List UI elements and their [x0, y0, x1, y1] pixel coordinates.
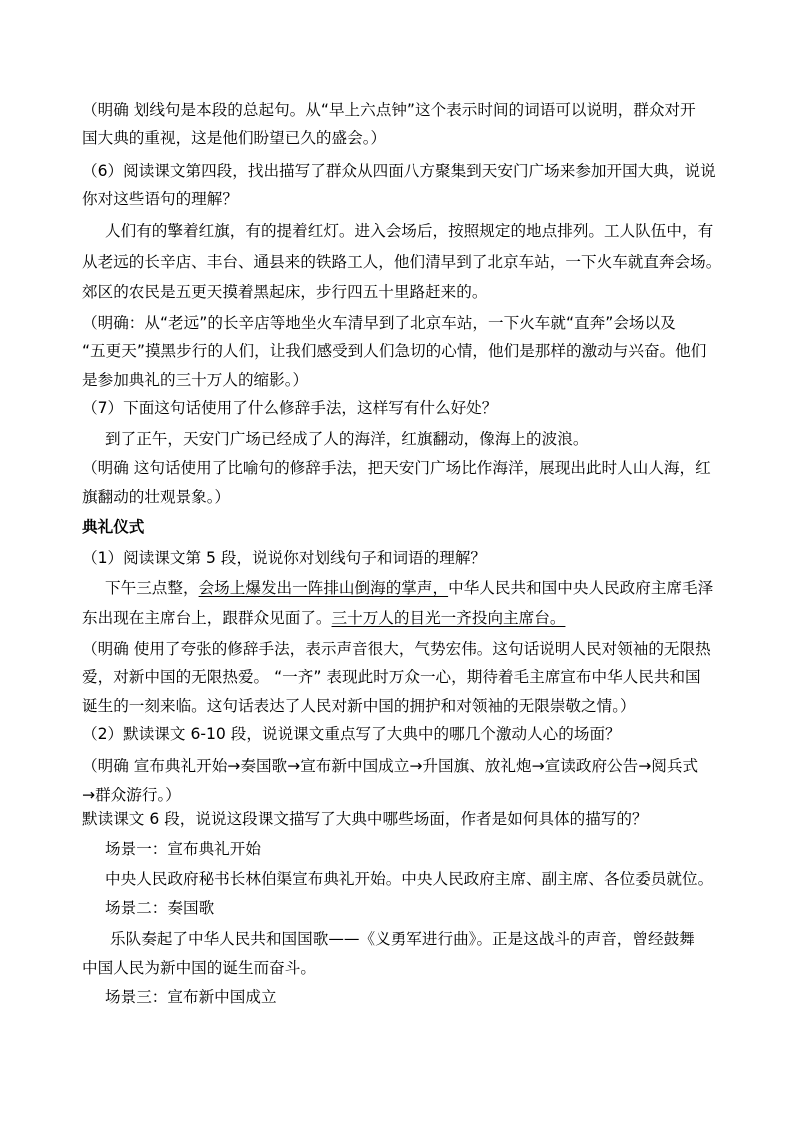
text-line: 你对这些语句的理解？	[82, 190, 238, 208]
question-1: （1）阅读课文第 5 段，说说你对划线句子和词语的理解？	[82, 549, 487, 567]
answer-line: 爱，对新中国的无限热爱。 “一齐” 表现此时万众一心，期待着毛主席宣布中华人民共和国	[82, 668, 701, 686]
underlined-quote-line	[105, 578, 713, 600]
underlined-sentence: 三十万人的目光一齐投向主席台。	[331, 609, 566, 627]
text-line: 国大典的重视，这是他们盼望已久的盛会。）	[82, 129, 387, 147]
quote-text: 中华人民共和国中央人民政府主席毛泽	[448, 579, 714, 597]
text-line: 默读课文 6 段，说说这段课文描写了大典中哪些场面，作者是如何具体的描写的？	[82, 810, 648, 828]
answer-line: （明确 宣布典礼开始→奏国歌→宣布新中国成立→升国旗、放礼炮→宣读政府公告→阅兵式	[82, 757, 699, 775]
answer-line: “五更天”摸黑步行的人们，让我们感受到人们急切的心情，他们是那样的激动与兴奋。他们	[82, 342, 707, 360]
question-6: （6）阅读课文第四段，找出描写了群众从四面八方聚集到天安门广场来参加开国大典，说说	[82, 162, 716, 180]
scene-label: 场景一：宣布典礼开始	[105, 840, 261, 858]
quote-line: 郊区的农民是五更天摸着黑起床，步行四五十里路赶来的。	[82, 283, 488, 301]
quote-text: 下午三点整，	[105, 579, 199, 597]
question-2: （2）默读课文 6-10 段，说说课文重点写了大典中的哪几个激动人心的场面？	[82, 725, 621, 743]
quote-line: 到了正午，天安门广场已经成了人的海洋，红旗翻动，像海上的波浪。	[105, 430, 589, 448]
answer-line: （明确 使用了夸张的修辞手法，表示声音很大，气势宏伟。这句话说明人民对领袖的无限热	[82, 640, 711, 658]
answer-line: 诞生的一刻来临。这句话表达了人民对新中国的拥护和对领袖的无限崇敬之情。）	[82, 697, 636, 715]
underlined-quote-line	[82, 608, 565, 630]
answer-line: →群众游行。）	[82, 786, 181, 804]
scene-label: 场景三：宣布新中国成立	[105, 988, 277, 1006]
scene-text: 乐队奏起了中华人民共和国国歌——《义勇军进行曲》。正是这战斗的声音，曾经鼓舞	[110, 930, 695, 948]
quote-line: 人们有的擎着红旗，有的提着红灯。进入会场后，按照规定的地点排列。工人队伍中，有	[105, 222, 714, 240]
question-7: （7）下面这句话使用了什么修辞手法，这样写有什么好处？	[82, 399, 498, 417]
scene-text: 中国人民为新中国的诞生而奋斗。	[82, 959, 316, 977]
answer-line: 旗翻动的壮观景象。）	[82, 488, 231, 506]
quote-text: 东出现在主席台上，跟群众见面了。	[82, 609, 332, 627]
scene-text: 中央人民政府秘书长林伯渠宣布典礼开始。中央人民政府主席、副主席、各位委员就位。	[105, 870, 714, 888]
underlined-sentence: 会场上爆发出一阵排山倒海的掌声，	[198, 579, 449, 597]
scene-label: 场景二：奏国歌	[105, 899, 215, 917]
quote-line: 从老远的长辛店、丰台、通县来的铁路工人，他们清早到了北京车站，一下火车就直奔会场。	[82, 253, 722, 271]
text-line: （明确 划线句是本段的总起句。从“早上六点钟”这个表示时间的词语可以说明，群众对开	[82, 101, 696, 119]
answer-line: （明确 这句话使用了比喻句的修辞手法，把天安门广场比作海洋，展现出此时人山人海，红	[82, 459, 711, 477]
answer-line: 是参加典礼的三十万人的缩影。）	[82, 371, 309, 389]
section-heading: 典礼仪式	[82, 518, 145, 536]
answer-line: （明确：从“老远”的长辛店等地坐火车清早到了北京车站，一下火车就“直奔”会场以及	[82, 314, 676, 332]
